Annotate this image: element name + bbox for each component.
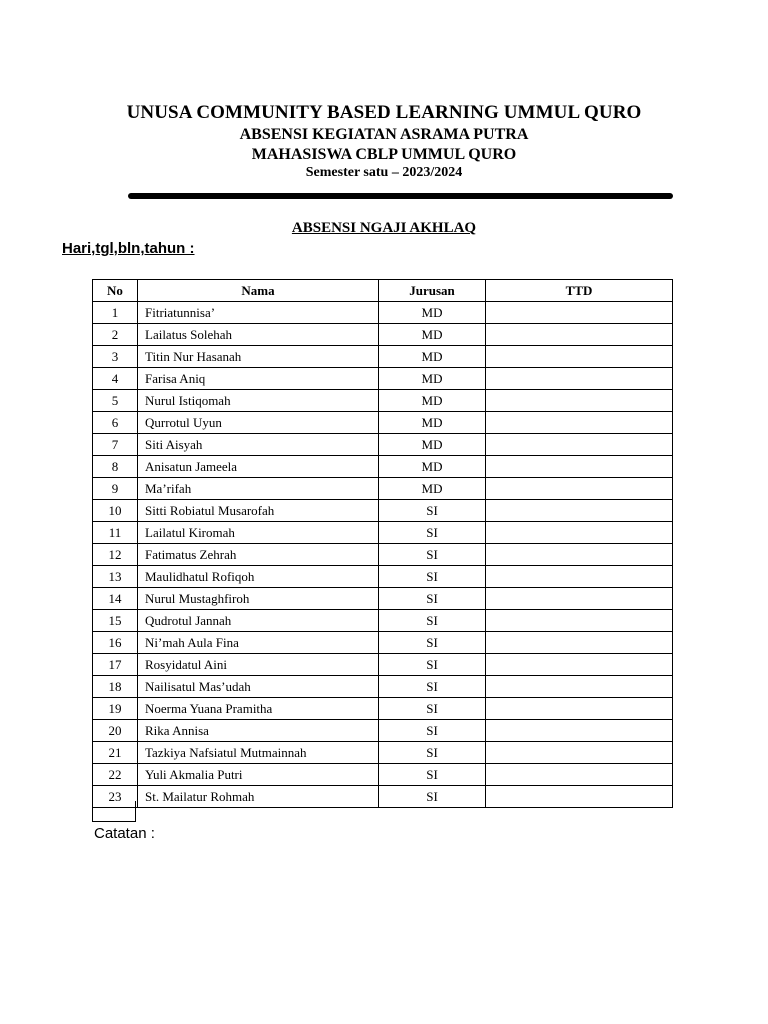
cell-nama: Ma’rifah xyxy=(138,478,379,500)
semester-label: Semester satu – 2023/2024 xyxy=(305,165,463,180)
cell-jurusan: SI xyxy=(379,698,486,720)
table-row xyxy=(93,566,673,588)
table-body xyxy=(93,302,673,808)
cell-jurusan: SI xyxy=(379,632,486,654)
cell-no: 19 xyxy=(93,698,138,720)
cell-jurusan: SI xyxy=(379,610,486,632)
cell-no: 9 xyxy=(93,478,138,500)
cell-jurusan: SI xyxy=(379,522,486,544)
cell-nama: Nailisatul Mas’udah xyxy=(138,676,379,698)
empty-number-cell xyxy=(92,801,136,822)
cell-nama: Lailatul Kiromah xyxy=(138,522,379,544)
table-row xyxy=(93,346,673,368)
table-row xyxy=(93,610,673,632)
header-divider xyxy=(128,193,673,199)
cell-jurusan: SI xyxy=(379,500,486,522)
column-header-no: No xyxy=(93,280,138,302)
table-row xyxy=(93,302,673,324)
document-subtitle-2: MAHASISWA CBLP UMMUL QURO xyxy=(251,146,517,163)
table-row xyxy=(93,764,673,786)
cell-no: 21 xyxy=(93,742,138,764)
cell-ttd xyxy=(486,500,673,522)
cell-ttd xyxy=(486,478,673,500)
table-row xyxy=(93,786,673,808)
cell-nama: Sitti Robiatul Musarofah xyxy=(138,500,379,522)
cell-ttd xyxy=(486,676,673,698)
cell-ttd xyxy=(486,764,673,786)
cell-no: 2 xyxy=(93,324,138,346)
cell-ttd xyxy=(486,368,673,390)
table-row xyxy=(93,478,673,500)
cell-nama: St. Mailatur Rohmah xyxy=(138,786,379,808)
cell-nama: Qurrotul Uyun xyxy=(138,412,379,434)
cell-no: 5 xyxy=(93,390,138,412)
cell-no: 16 xyxy=(93,632,138,654)
cell-jurusan: SI xyxy=(379,544,486,566)
table-row xyxy=(93,412,673,434)
cell-no: 4 xyxy=(93,368,138,390)
notes-label: Catatan : xyxy=(94,825,155,842)
cell-ttd xyxy=(486,324,673,346)
cell-nama: Lailatus Solehah xyxy=(138,324,379,346)
document-subtitle-1: ABSENSI KEGIATAN ASRAMA PUTRA xyxy=(239,126,529,143)
cell-no: 22 xyxy=(93,764,138,786)
document-title: UNUSA COMMUNITY BASED LEARNING UMMUL QURO xyxy=(126,102,642,123)
cell-jurusan: SI xyxy=(379,720,486,742)
cell-ttd xyxy=(486,742,673,764)
table-row xyxy=(93,698,673,720)
table-row xyxy=(93,544,673,566)
attendance-table xyxy=(92,279,673,808)
cell-nama: Fitriatunnisa’ xyxy=(138,302,379,324)
cell-ttd xyxy=(486,654,673,676)
cell-ttd xyxy=(486,610,673,632)
cell-no: 20 xyxy=(93,720,138,742)
cell-nama: Qudrotul Jannah xyxy=(138,610,379,632)
cell-no: 7 xyxy=(93,434,138,456)
cell-jurusan: MD xyxy=(379,368,486,390)
cell-jurusan: MD xyxy=(379,456,486,478)
cell-nama: Fatimatus Zehrah xyxy=(138,544,379,566)
cell-ttd xyxy=(486,456,673,478)
cell-nama: Tazkiya Nafsiatul Mutmainnah xyxy=(138,742,379,764)
table-row xyxy=(93,632,673,654)
table-row xyxy=(93,742,673,764)
cell-ttd xyxy=(486,390,673,412)
table-row xyxy=(93,720,673,742)
column-header-ttd: TTD xyxy=(486,280,673,302)
cell-jurusan: MD xyxy=(379,478,486,500)
table-row xyxy=(93,588,673,610)
cell-ttd xyxy=(486,588,673,610)
cell-no: 12 xyxy=(93,544,138,566)
cell-ttd xyxy=(486,346,673,368)
cell-jurusan: MD xyxy=(379,412,486,434)
table-row xyxy=(93,368,673,390)
table-row xyxy=(93,500,673,522)
cell-jurusan: MD xyxy=(379,390,486,412)
cell-jurusan: SI xyxy=(379,588,486,610)
cell-ttd xyxy=(486,786,673,808)
cell-ttd xyxy=(486,566,673,588)
cell-no: 6 xyxy=(93,412,138,434)
cell-ttd xyxy=(486,522,673,544)
cell-ttd xyxy=(486,698,673,720)
table-row xyxy=(93,522,673,544)
cell-nama: Nurul Istiqomah xyxy=(138,390,379,412)
cell-ttd xyxy=(486,720,673,742)
cell-jurusan: SI xyxy=(379,566,486,588)
table-row xyxy=(93,654,673,676)
section-title: ABSENSI NGAJI AKHLAQ xyxy=(291,220,477,236)
table-row xyxy=(93,390,673,412)
cell-nama: Rika Annisa xyxy=(138,720,379,742)
cell-jurusan: SI xyxy=(379,786,486,808)
cell-nama: Ni’mah Aula Fina xyxy=(138,632,379,654)
cell-no: 11 xyxy=(93,522,138,544)
cell-ttd xyxy=(486,412,673,434)
cell-nama: Siti Aisyah xyxy=(138,434,379,456)
cell-nama: Yuli Akmalia Putri xyxy=(138,764,379,786)
cell-no: 10 xyxy=(93,500,138,522)
cell-nama: Anisatun Jameela xyxy=(138,456,379,478)
cell-nama: Maulidhatul Rofiqoh xyxy=(138,566,379,588)
cell-no: 3 xyxy=(93,346,138,368)
cell-no: 8 xyxy=(93,456,138,478)
cell-no: 15 xyxy=(93,610,138,632)
table-header-row xyxy=(93,280,673,302)
cell-jurusan: SI xyxy=(379,742,486,764)
cell-ttd xyxy=(486,632,673,654)
cell-jurusan: MD xyxy=(379,324,486,346)
table-row xyxy=(93,434,673,456)
cell-jurusan: SI xyxy=(379,676,486,698)
cell-jurusan: SI xyxy=(379,764,486,786)
table-row xyxy=(93,676,673,698)
table-row xyxy=(93,324,673,346)
cell-no: 1 xyxy=(93,302,138,324)
cell-nama: Noerma Yuana Pramitha xyxy=(138,698,379,720)
cell-ttd xyxy=(486,434,673,456)
cell-nama: Nurul Mustaghfiroh xyxy=(138,588,379,610)
cell-no: 18 xyxy=(93,676,138,698)
cell-ttd xyxy=(486,544,673,566)
cell-jurusan: MD xyxy=(379,302,486,324)
cell-no: 17 xyxy=(93,654,138,676)
cell-nama: Titin Nur Hasanah xyxy=(138,346,379,368)
date-label: Hari,tgl,bln,tahun : xyxy=(62,240,195,257)
cell-jurusan: MD xyxy=(379,346,486,368)
cell-no: 13 xyxy=(93,566,138,588)
cell-no: 23 xyxy=(93,786,138,808)
table-row xyxy=(93,456,673,478)
cell-nama: Rosyidatul Aini xyxy=(138,654,379,676)
cell-no: 14 xyxy=(93,588,138,610)
cell-nama: Farisa Aniq xyxy=(138,368,379,390)
column-header-jurusan: Jurusan xyxy=(379,280,486,302)
cell-jurusan: SI xyxy=(379,654,486,676)
column-header-nama: Nama xyxy=(138,280,379,302)
cell-ttd xyxy=(486,302,673,324)
cell-jurusan: MD xyxy=(379,434,486,456)
